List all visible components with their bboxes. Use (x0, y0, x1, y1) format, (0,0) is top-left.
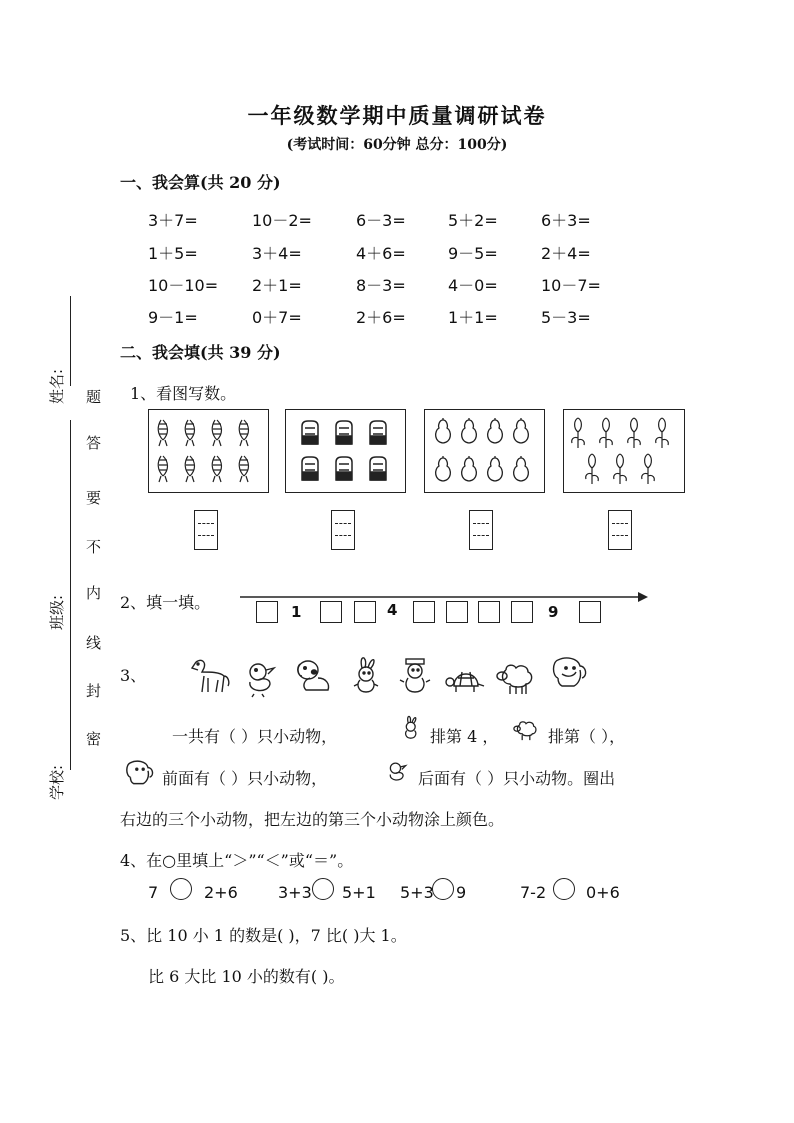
seal-char: 线 (86, 634, 102, 652)
q3-rank-text: 排第 4 ， (430, 727, 499, 746)
bag-icon (286, 410, 405, 492)
fox-icon (396, 656, 440, 696)
q3-label: 3、 (120, 666, 147, 685)
seal-char: 密 (86, 730, 102, 748)
calc-item: 2＋4= (541, 244, 591, 263)
compare-right: 9 (456, 883, 467, 902)
rabbit-icon (398, 714, 426, 742)
q3-front-question: 前面有（ ）只小动物， (162, 769, 328, 788)
section-1-heading: 一、我会算(共 20 分) (120, 173, 281, 192)
seal-char: 封 (86, 682, 102, 700)
calc-item: 10－2= (252, 211, 312, 230)
turtle-icon (444, 660, 488, 700)
shrimp-icon (149, 410, 268, 492)
compare-right: 0+6 (586, 883, 620, 902)
number-slot[interactable] (579, 601, 601, 623)
compare-left: 7 (148, 883, 159, 902)
binding-line (70, 420, 71, 770)
name-label: 姓名: (48, 368, 66, 404)
school-label: 学校: (48, 764, 66, 800)
calc-item: 1＋1= (448, 308, 498, 327)
duck-icon (384, 758, 412, 786)
seal-char: 不 (86, 538, 102, 556)
duck-icon (240, 658, 284, 698)
calc-item: 10－10= (148, 276, 219, 295)
compare-circle[interactable] (170, 878, 192, 900)
answer-box[interactable] (469, 510, 493, 550)
number-slot[interactable] (478, 601, 500, 623)
answer-box[interactable] (194, 510, 218, 550)
picture-box-gourd (424, 409, 545, 493)
number-slot[interactable] (413, 601, 435, 623)
calc-item: 2＋1= (252, 276, 302, 295)
q3-behind-question: 后面有（ ）只小动物。圈出 (418, 769, 616, 788)
calc-item: 6＋3= (541, 211, 591, 230)
q3-count-question: 一共有（ ）只小动物， (172, 727, 338, 746)
calc-item: 1＋5= (148, 244, 198, 263)
calc-item: 10－7= (541, 276, 601, 295)
calc-item: 5＋2= (448, 211, 498, 230)
gourd-icon (425, 410, 544, 492)
compare-circle[interactable] (432, 878, 454, 900)
q2-label: 2、填一填。 (120, 593, 211, 612)
calc-item: 5－3= (541, 308, 591, 327)
number-label: 4 (387, 601, 398, 619)
section-2-heading: 二、我会填(共 39 分) (120, 343, 281, 362)
rabbit-icon (346, 656, 390, 696)
calc-item: 3＋4= (252, 244, 302, 263)
picture-box-flower (563, 409, 685, 493)
compare-left: 7-2 (520, 883, 547, 902)
calc-item: 3＋7= (148, 211, 198, 230)
calc-item: 4－0= (448, 276, 498, 295)
compare-right: 2+6 (204, 883, 238, 902)
calc-item: 4＋6= (356, 244, 406, 263)
seal-char: 题 (86, 388, 102, 406)
answer-box[interactable] (331, 510, 355, 550)
number-label: 9 (548, 603, 559, 621)
number-slot[interactable] (320, 601, 342, 623)
q3-instruction: 右边的三个小动物，把左边的第三个小动物涂上颜色。 (120, 810, 505, 829)
compare-left: 3+3 (278, 883, 312, 902)
sheep-icon (512, 716, 540, 744)
seal-char: 答 (86, 434, 102, 452)
calc-item: 9－1= (148, 308, 198, 327)
seal-char: 要 (86, 489, 102, 507)
calc-item: 2＋6= (356, 308, 406, 327)
calc-item: 8－3= (356, 276, 406, 295)
compare-circle[interactable] (553, 878, 575, 900)
number-label: 1 (291, 603, 302, 621)
page-title: 一年级数学期中质量调研试卷 (247, 103, 547, 128)
number-slot[interactable] (256, 601, 278, 623)
picture-box-bag (285, 409, 406, 493)
class-label: 班级: (48, 594, 66, 630)
q3-rank-question: 排第（ ）， (548, 727, 626, 746)
calc-item: 6－3= (356, 211, 406, 230)
flower-icon (564, 410, 684, 492)
q4-label: 4、在○里填上“＞”“＜”或“＝”。 (120, 851, 354, 870)
compare-circle[interactable] (312, 878, 334, 900)
elephant-icon (120, 758, 160, 790)
sheep-icon (494, 658, 538, 698)
compare-right: 5+1 (342, 883, 376, 902)
binding-line (70, 296, 71, 386)
answer-box[interactable] (608, 510, 632, 550)
elephant-icon (548, 654, 592, 694)
q5-line-1: 5、比 10 小 1 的数是( )，7 比( )大 1。 (120, 926, 407, 945)
seal-char: 内 (86, 584, 102, 602)
number-slot[interactable] (446, 601, 468, 623)
calc-item: 0＋7= (252, 308, 302, 327)
number-slot[interactable] (511, 601, 533, 623)
q1-label: 1、看图写数。 (130, 384, 237, 403)
compare-left: 5+3 (400, 883, 434, 902)
exam-info: (考试时间：60分钟 总分：100分) (286, 137, 508, 153)
q5-line-2: 比 6 大比 10 小的数有( )。 (148, 967, 345, 986)
number-slot[interactable] (354, 601, 376, 623)
picture-box-shrimp (148, 409, 269, 493)
calc-item: 9－5= (448, 244, 498, 263)
horse-icon (188, 656, 232, 696)
dog-icon (292, 656, 336, 696)
